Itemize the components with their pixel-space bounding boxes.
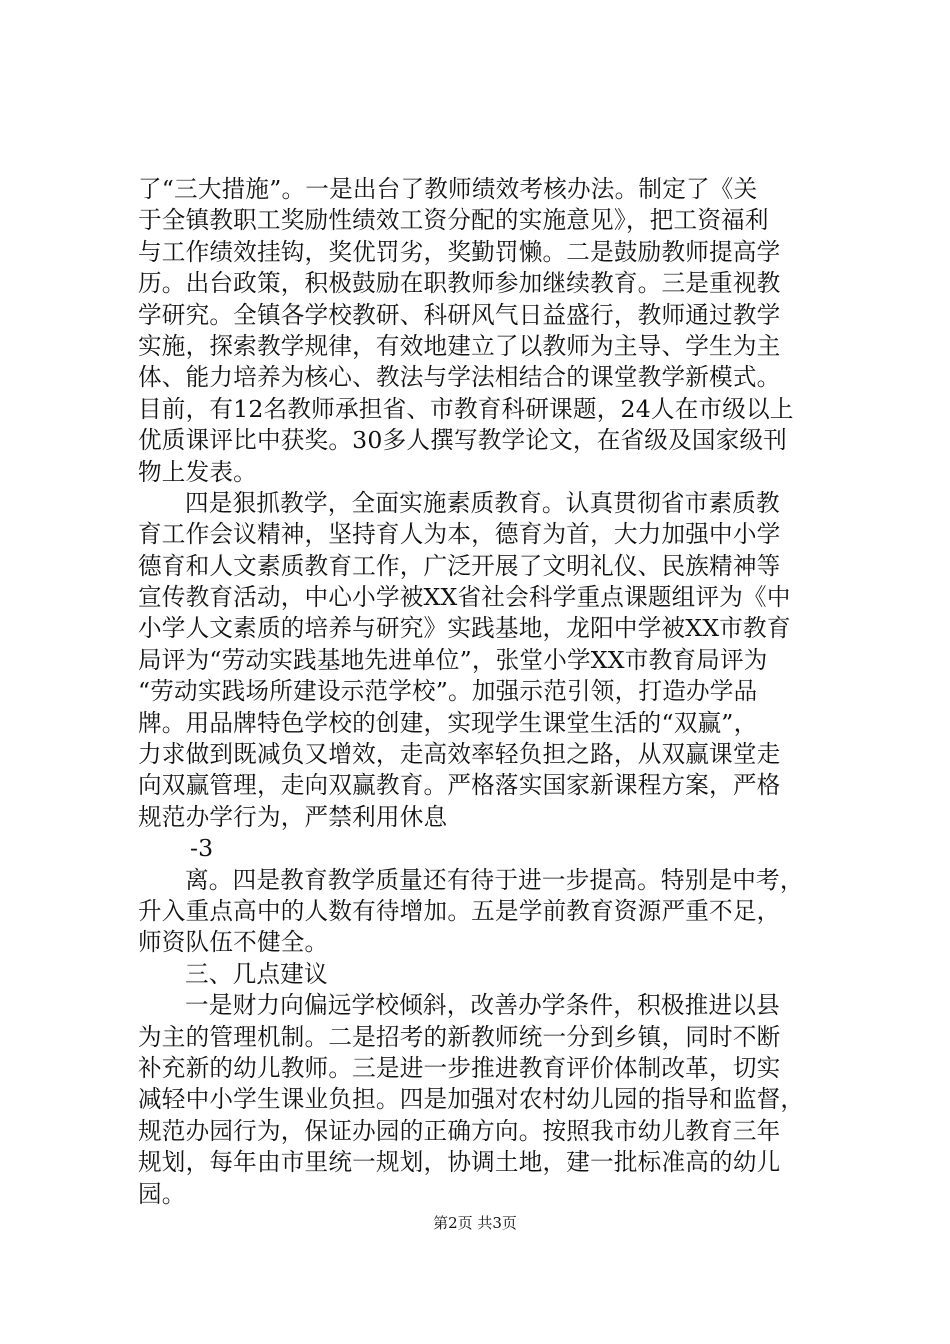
text-line: 三、几点建议 [185, 959, 328, 988]
text-line: 牌。用品牌特色学校的创建，实现学生课堂生活的“双赢”， [138, 708, 758, 737]
text-line: 力求做到既减负又增效，走高效率轻负担之路，从双赢课堂走 [138, 740, 781, 769]
text-line: 实施，探索教学规律，有效地建立了以教师为主导、学生为主 [138, 331, 781, 360]
text-line: 补充新的幼儿教师。三是进一步推进教育评价体制改革，切实 [138, 1053, 781, 1082]
text-line: “劳动实践场所建设示范学校”。加强示范引领，打造办学品 [138, 677, 758, 706]
text-line: -3 [190, 834, 214, 863]
document-body [138, 174, 835, 1210]
text-line: 于全镇教职工奖励性绩效工资分配的实施意见》，把工资福利 [138, 206, 769, 235]
text-line: 规划，每年由市里统一规划，协调土地，建一批标准高的幼儿 [138, 1148, 781, 1177]
text-line: 一是财力向偏远学校倾斜，改善办学条件，积极推进以县 [185, 991, 780, 1020]
text-line: 小学人文素质的培养与研究》实践基地，龙阳中学被XX市教育 [138, 614, 791, 643]
text-line: 体、能力培养为核心、教法与学法相结合的课堂教学新模式。 [138, 363, 781, 392]
text-line: 规范办学行为，严禁利用休息 [138, 802, 448, 831]
page-footer [0, 1213, 950, 1233]
paragraph-problems [138, 865, 835, 959]
text-line: 德育和人文素质教育工作，广泛开展了文明礼仪、民族精神等 [138, 551, 781, 580]
text-line: 局评为“劳动实践基地先进单位”，张堂小学XX市教育局评为 [138, 645, 768, 674]
text-line: 优质课评比中获奖。30多人撰写教学论文，在省级及国家级刊 [138, 426, 788, 455]
section-heading-suggestions [138, 959, 835, 990]
text-line: 目前，有12名教师承担省、市教育科研课题，24人在市级以上 [138, 394, 794, 423]
text-line: 离。四是教育教学质量还有待于进一步提高。特别是中考， [185, 865, 804, 894]
text-line: 向双赢管理，走向双赢教育。严格落实国家新课程方案，严格 [138, 771, 781, 800]
text-line: 园。 [138, 1179, 186, 1208]
text-line: 宣传教育活动，中心小学被XX省社会科学重点课题组评为《中 [138, 583, 791, 612]
text-line: 升入重点高中的人数有待增加。五是学前教育资源严重不足， [138, 896, 781, 925]
text-line: 与工作绩效挂钩，奖优罚劣，奖勤罚懒。二是鼓励教师提高学 [138, 237, 781, 266]
paragraph-incentive-measures [138, 174, 835, 488]
text-line: 减轻中小学生课业负担。四是加强对农村幼儿园的指导和监督， [138, 1085, 805, 1114]
paragraph-suggestions [138, 990, 835, 1210]
text-line: 为主的管理机制。二是招考的新教师统一分到乡镇，同时不断 [138, 1022, 781, 1051]
text-line: 育工作会议精神，坚持育人为本，德育为首，大力加强中小学 [138, 520, 781, 549]
inline-page-marker [138, 833, 835, 864]
text-line: 师资队伍不健全。 [138, 928, 329, 957]
text-line: 规范办园行为，保证办园的正确方向。按照我市幼儿教育三年 [138, 1116, 781, 1145]
paragraph-quality-education [138, 488, 835, 833]
text-line: 学研究。全镇各学校教研、科研风气日益盛行，教师通过教学 [138, 300, 781, 329]
text-line: 了“三大措施”。一是出台了教师绩效考核办法。制定了《关 [138, 175, 758, 203]
text-line: 物上发表。 [138, 457, 257, 486]
page-number-label: 第2页 共3页 [433, 1214, 517, 1232]
text-line: 四是狠抓教学，全面实施素质教育。认真贯彻省市素质教 [185, 488, 780, 517]
text-line: 历。出台政策，积极鼓励在职教师参加继续教育。三是重视教 [138, 269, 781, 298]
